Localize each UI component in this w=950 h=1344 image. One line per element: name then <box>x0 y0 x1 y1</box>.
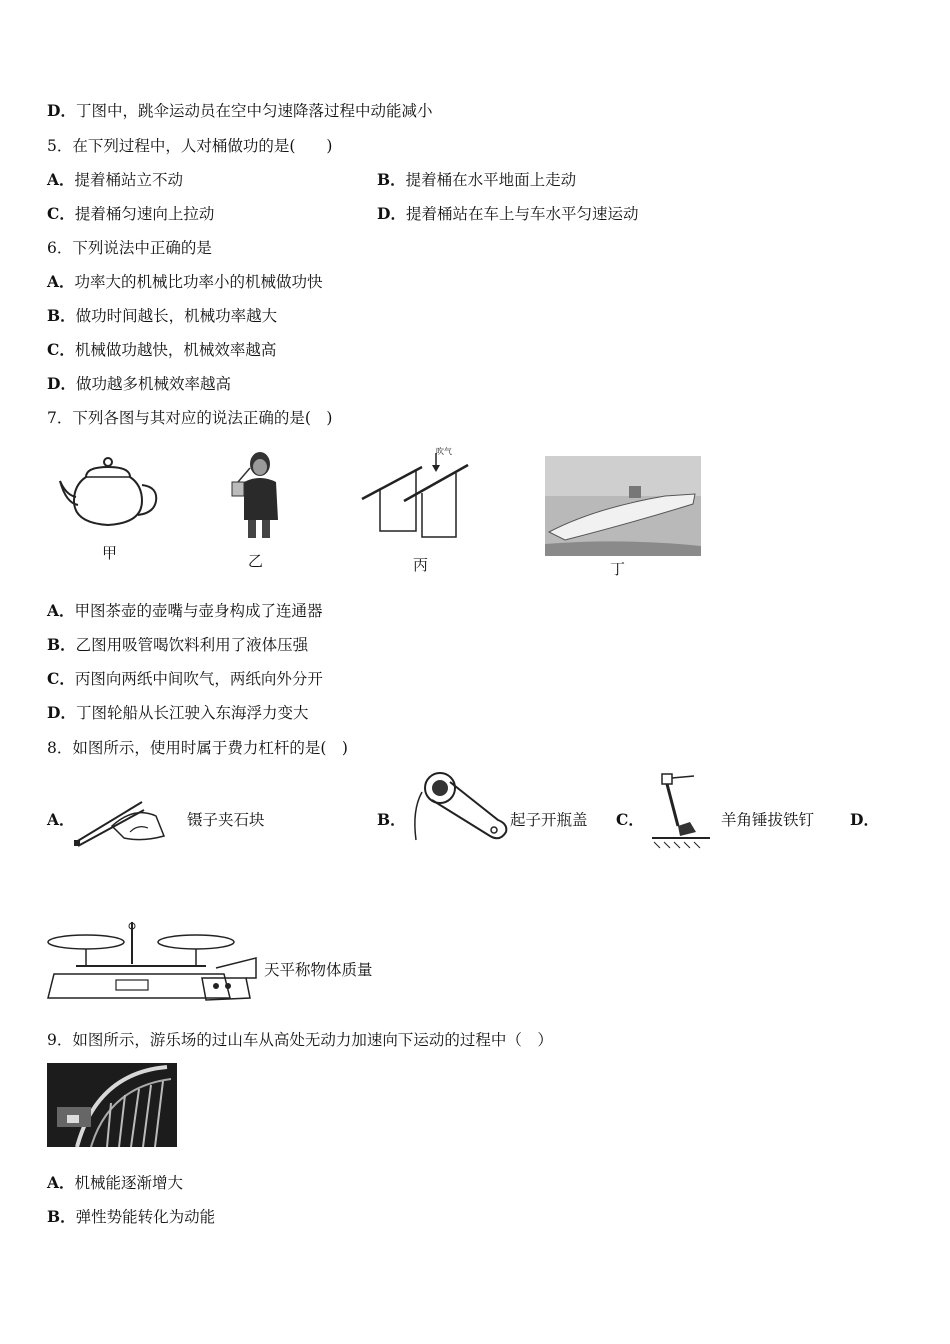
option-label: B． <box>47 635 76 654</box>
q5-option-b <box>377 170 576 190</box>
option-text: 丁图轮船从长江驶入东海浮力变大 <box>75 704 309 722</box>
q5-option-c <box>47 204 214 224</box>
q4-option-d <box>47 101 432 121</box>
option-label: C． <box>47 340 75 359</box>
roller-coaster-photo <box>47 1063 177 1147</box>
option-text: 乙图用吸管喝饮料利用了液体压强 <box>75 636 309 654</box>
q6-option-a <box>47 272 323 292</box>
option-text: 机械做功越快，机械效率越高 <box>74 341 277 359</box>
option-label: C． <box>47 204 75 223</box>
option-label: B． <box>47 306 76 325</box>
ship-photo-figure <box>545 456 701 556</box>
q8-option-d-text: 天平称物体质量 <box>264 961 373 979</box>
q5-stem: 5．在下列过程中，人对桶做功的是( ) <box>47 137 333 155</box>
q8-option-b-text: 起子开瓶盖 <box>510 811 588 829</box>
q8-option-a-text: 镊子夹石块 <box>187 811 265 829</box>
q6-option-d <box>47 374 231 394</box>
option-label: A． <box>47 1173 75 1192</box>
option-label: D． <box>47 703 76 722</box>
caption-ding: 丁 <box>610 560 626 578</box>
option-text: 提着桶在水平地面上走动 <box>405 171 577 189</box>
q5-option-d <box>377 204 638 224</box>
option-text: 提着桶站立不动 <box>74 171 184 189</box>
option-label: C． <box>47 669 75 688</box>
bottle-opener-figure <box>410 770 510 850</box>
option-text: 功率大的机械比功率小的机械做功快 <box>74 273 323 291</box>
option-label: B． <box>47 1207 76 1226</box>
caption-yi: 乙 <box>248 552 264 570</box>
q7-option-a <box>47 601 323 621</box>
q8-stem: 8．如图所示，使用时属于费力杠杆的是( ) <box>47 739 348 757</box>
option-text: 弹性势能转化为动能 <box>75 1208 216 1226</box>
caption-bing: 丙 <box>413 556 429 574</box>
q7-option-c <box>47 669 323 689</box>
option-text: 机械能逐渐增大 <box>74 1174 184 1192</box>
q8-option-c-text: 羊角锤拔铁钉 <box>721 811 815 829</box>
q6-option-c <box>47 340 276 360</box>
q8-option-d-label: D． <box>850 810 879 829</box>
q9-stem: 9．如图所示，游乐场的过山车从高处无动力加速向下运动的过程中（ ） <box>47 1031 553 1049</box>
q7-option-d <box>47 703 308 723</box>
option-text: 提着桶匀速向上拉动 <box>74 205 215 223</box>
option-label: A． <box>47 601 75 620</box>
q9-option-a <box>47 1173 183 1193</box>
option-label: A． <box>47 170 75 189</box>
boy-drinking-figure <box>222 450 284 540</box>
q6-stem: 6．下列说法中正确的是 <box>47 239 212 257</box>
option-text: 丙图向两纸中间吹气，两纸向外分开 <box>74 670 323 688</box>
option-text: 甲图茶壶的壶嘴与壶身构成了连通器 <box>74 602 323 620</box>
option-label: D． <box>377 204 406 223</box>
balance-scale-figure <box>46 920 258 1008</box>
claw-hammer-figure <box>650 770 712 850</box>
option-text: 提着桶站在车上与车水平匀速运动 <box>405 205 639 223</box>
q9-option-b <box>47 1207 215 1227</box>
q7-option-b <box>47 635 308 655</box>
option-text: 丁图中，跳伞运动员在空中匀速降落过程中动能减小 <box>75 102 433 120</box>
teapot-figure <box>58 455 163 530</box>
blow-label: 吹气 <box>436 447 452 456</box>
tweezers-figure <box>72 792 168 848</box>
q5-option-a <box>47 170 183 190</box>
option-label: B． <box>377 170 406 189</box>
two-papers-figure <box>360 447 472 547</box>
option-label: D． <box>47 101 76 120</box>
q8-option-a-label: A． <box>47 810 75 829</box>
option-label: D． <box>47 374 76 393</box>
q7-stem: 7．下列各图与其对应的说法正确的是( ) <box>47 409 333 427</box>
caption-jia: 甲 <box>102 544 118 562</box>
q8-option-b-label: B． <box>377 810 406 829</box>
option-text: 做功时间越长，机械功率越大 <box>75 307 278 325</box>
option-label: A． <box>47 272 75 291</box>
q6-option-b <box>47 306 277 326</box>
q8-option-c-label: C． <box>616 810 644 829</box>
option-text: 做功越多机械效率越高 <box>75 375 231 393</box>
